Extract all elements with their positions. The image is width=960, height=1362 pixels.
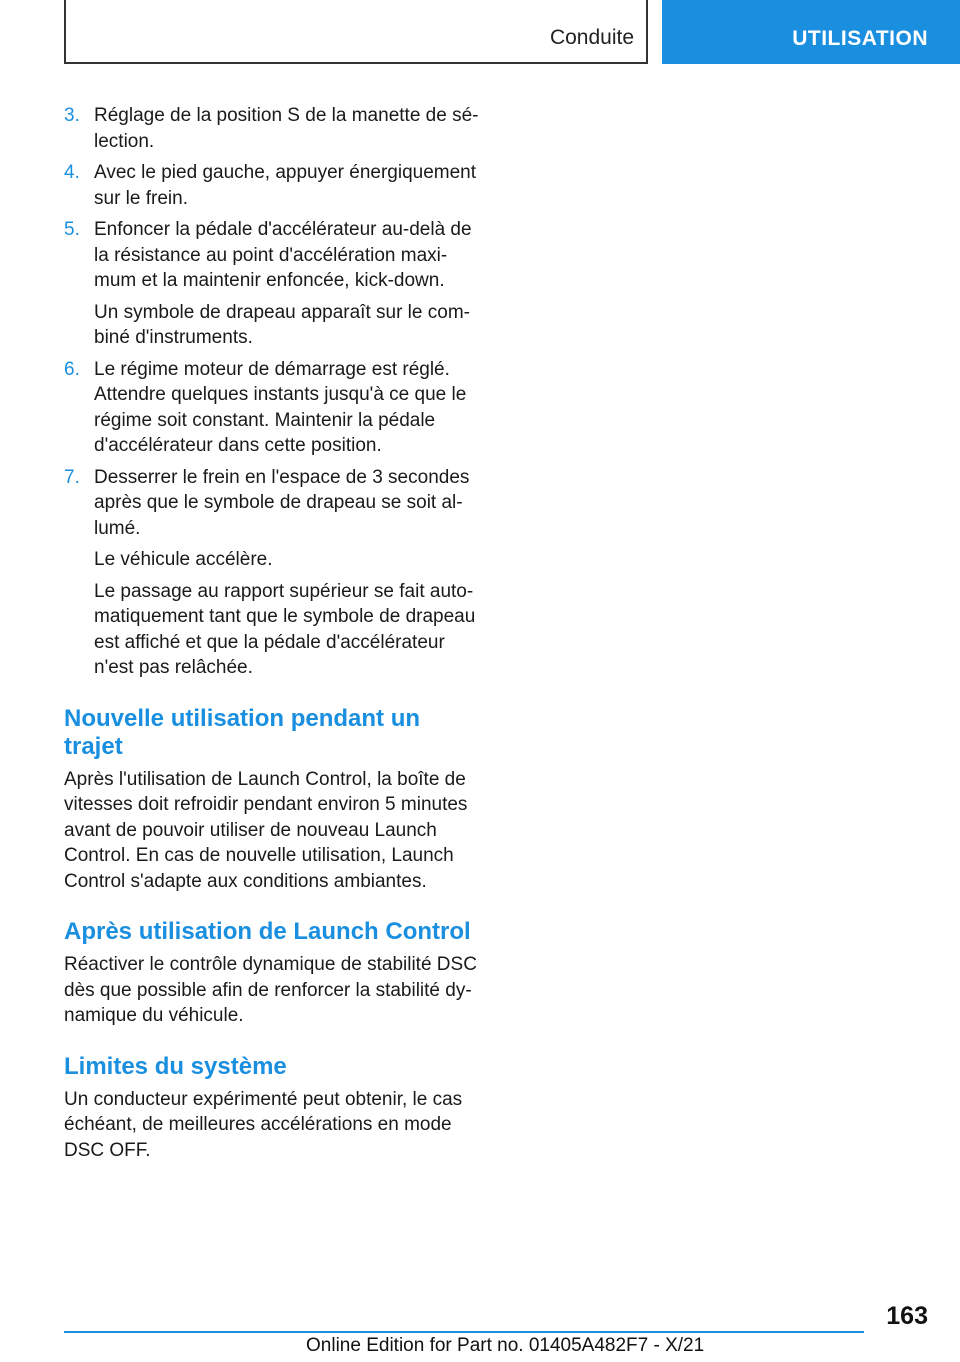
step-note: Le véhicule accélère. [94, 549, 273, 570]
page-content [64, 103, 480, 1163]
page-number: 163 [886, 1302, 928, 1330]
step-number: 4. [64, 162, 80, 183]
header-chapter-tab [662, 0, 960, 64]
step-item [64, 357, 480, 459]
step-text: Desserrer le frein en l'espace de 3 secondes après que le symbole de drapeau se soit allumé. [94, 466, 470, 539]
footer-edition: Online Edition for Part no. 01405A482F7 - X/21 [306, 1335, 705, 1356]
step-note: Le passage au rapport supérieur se fait automatiquement tant que le symbole de drapeau est affiché et que la pédale d'accélérateur n'est pas relâchée. [94, 580, 476, 678]
section-body-system-limits: Un conducteur expérimenté peut obtenir, le cas échéant, de meilleures accélérations en mode DSC OFF. [64, 1088, 463, 1161]
step-item [64, 103, 480, 154]
header-chapter-title: UTILISATION [792, 27, 928, 50]
section-heading-system-limits: Limites du système [64, 1052, 287, 1080]
step-text: Le régime moteur de démarrage est réglé. Attendre quelques instants jusqu'à ce que le régime soit constant. Maintenir la pédale d'accélérateur dans cette position. [94, 358, 467, 456]
section-body-repeat-use: Après l'utilisation de Launch Control, la boîte de vitesses doit refroidir pendant environ 5 minutes avant de pouvoir utiliser de nouveau Launch Control. En cas de nouvelle utilisation, Launch Control s'adapte aux conditions ambiantes. [64, 768, 468, 892]
section-body-after-use: Réactiver le contrôle dynamique de stabilité DSC dès que possible afin de renforcer la stabilité dynamique du véhicule. [64, 954, 477, 1026]
step-number: 3. [64, 105, 80, 126]
step-item [64, 160, 480, 211]
step-list [64, 103, 480, 681]
header-section-tab [64, 0, 648, 64]
step-number: 6. [64, 358, 80, 380]
section-heading-after-use: Après utilisation de Launch Control [64, 918, 471, 945]
header-section-title: Conduite [549, 26, 634, 49]
footer-divider [64, 1331, 864, 1333]
step-text: Réglage de la position S de la manette de sélection. [94, 105, 479, 152]
step-text: Avec le pied gauche, appuyer énergiquement sur le frein. [94, 162, 477, 209]
step-item [64, 217, 480, 351]
step-text: Enfoncer la pédale d'accélérateur au-delà de la résistance au point d'accélération maximum et la maintenir enfoncée, kick-down. [94, 219, 472, 291]
step-item [64, 465, 480, 681]
step-number: 5. [64, 219, 80, 240]
section-heading-repeat-use: Nouvelle utilisation pendant un trajet [64, 704, 421, 760]
step-number: 7. [64, 466, 80, 488]
step-note: Un symbole de drapeau apparaît sur le combiné d'instruments. [94, 301, 470, 348]
